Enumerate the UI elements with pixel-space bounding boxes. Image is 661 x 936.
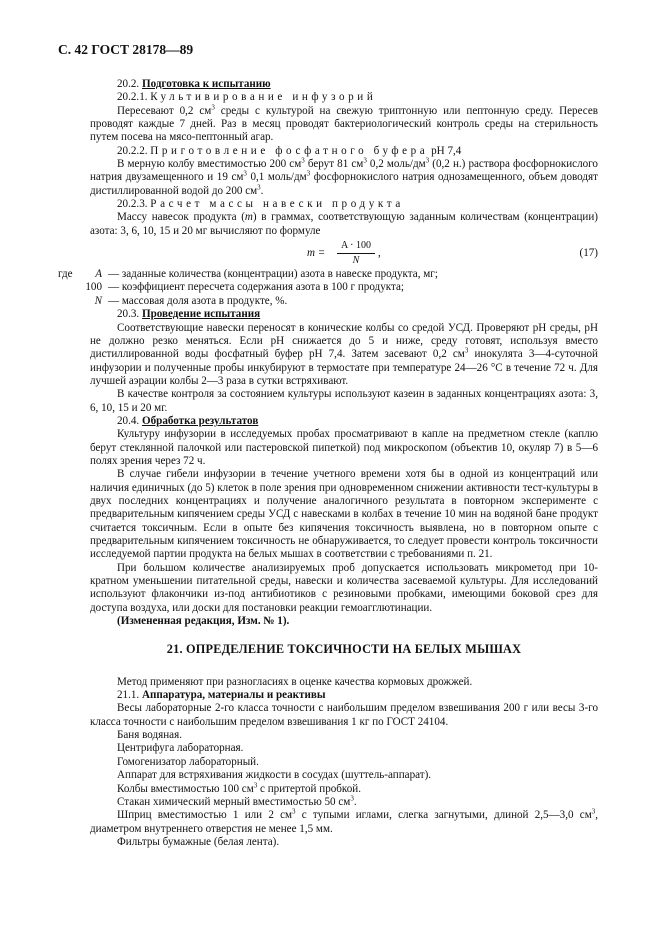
formula-number: (17) (579, 247, 598, 260)
section-20-2-2-text: В мерную колбу вместимостью 200 $см^3$ берут 81 $см^3$ 0,2 моль/$дм^3$ (0,2 н.) раствора фосфорнокислого натрия двузамещенного и 19 $см^3$ 0,1 моль/$дм^3$ фосфорнокислого натрия однозамещенного, объем доводят дистиллированной водой до 200 $см^3$. (90, 156, 598, 197)
section-20-2-1-heading: 20.2.1. Культивирование инфузорий (117, 91, 377, 104)
equipment-item: Стакан химический мерный вместимостью 50 $см^3$. (117, 794, 357, 808)
formula-numerator: A · 100 (337, 239, 375, 254)
formula-denominator: N (352, 255, 360, 267)
formula-17: m = $\frac{A \cdot 100}{N}$ , (17) (307, 240, 598, 267)
section-20-2-heading: 20.2. Подготовка к испытанию (117, 78, 271, 90)
formula-definitions (58, 268, 598, 308)
amendment-note: (Измененная редакция, Изм. № 1). (117, 615, 290, 628)
section-20-2-title: Подготовка к испытанию (141, 78, 271, 90)
formula-lhs: m = (307, 247, 326, 260)
page-header: С. 42 ГОСТ 28178—89 (58, 42, 194, 57)
equipment-item: Аппарат для встряхивания жидкости в сосудах (шуттель-аппарат). (117, 769, 432, 782)
equipment-item: Фильтры бумажные (белая лента). (117, 835, 280, 848)
equipment-item: Колбы вместимостью 100 $см^3$ с притертой пробкой. (117, 780, 362, 795)
section-20-2-2-heading: 20.2.2. Приготовление фосфатного буфера рН 7,4 (117, 144, 462, 157)
formula-fraction (337, 239, 375, 268)
section-20-2-1-text: Пересевают 0,2 $см^3$ среды с культурой на свежую триптонную или пептонную среду. Пересев проводят каждые 7 дней. Раз в месяц проводят бактериологический контроль среды на стерильность путем посева на мясо-пептонный агар. (90, 103, 599, 144)
section-20-2-3-text: Массу навесок продукта (m) в граммах, соответствующую заданным количествам (концентрации) азота: 3, 6, 10, 15 и 20 мг вычисляют по формуле (90, 211, 598, 237)
definition-row: N — массовая доля азота в продукте, %. (94, 294, 288, 307)
section-20-2-3-heading: 20.2.3. Расчет массы навески продукта (117, 198, 404, 211)
section-20-4-text-2: В случае гибели инфузории в течение учетного времени хотя бы в одной из концентраций или наличия единичных (до 5) клеток в поле зрения при одновременном снижении активности тест-культуры в двух последних концентрациях и получение аналогичного результата в повторном эксперименте с предварительным кипячением среды УСД с навесками в колбах в течение 10 мин на водяной бане продукт считается токсичным. Если в опыте без кипячения токсичность выявлена, но в повторном опыте с предварительным кипячением токсичность не обнаруживается, то следует провести контроль токсичности исследуемой партии продукта на белых мышах в соответствии с требованиями п. 21. (90, 468, 598, 561)
section-20-4-text-3: При большом количестве анализируемых проб допускается использовать микрометод при 10-кратном уменьшении питательной среды, навески и количества засеваемой культуры. Для исследований используют флакончики из-под антибиотиков с резиновыми пробками, имеющими боковой срез для доступа воздуха, или доски для постановки реакции гемоагглютинации. (90, 561, 598, 614)
definition-row: 100 — коэффициент пересчета содержания азота в 100 г продукта; (85, 281, 404, 294)
section-20-3-text: Соответствующие навески переносят в конические колбы со средой УСД. Проверяют рН среды, рН не должно резко меняться. Если рН снижается до 5 и ниже, среду готовят, используя вместо дистиллированной воды фосфатный буфер рН 7,4. Затем засевают 0,2 $см^3$ инокулята 3—4-суточной инфузории и полученные пробы инкубируют в термостате при температуре 24—26 °С в течение 72 ч. Для лучшей аэрации колбы 2—3 раза в сутки встряхивают. (90, 321, 598, 387)
definition-row: где A — заданные количества (концентрации) азота в навеске продукта, мг; (58, 268, 438, 281)
section-20-3-heading: 20.3. Проведение испытания (117, 308, 261, 321)
section-20-4-heading: 20.4. Обработка результатов (117, 414, 259, 427)
equipment-item: Баня водяная. (117, 729, 182, 742)
document-body (58, 78, 599, 849)
section-20-3-control: В качестве контроля за состоянием культуры используют казеин в заданных концентрациях азота: 3, 6, 10, 15 и 20 мг. (90, 388, 598, 414)
section-21-title: 21. ОПРЕДЕЛЕНИЕ ТОКСИЧНОСТИ НА БЕЛЫХ МЫШАХ (166, 642, 522, 657)
section-20-4-text-1: Культуру инфузории в исследуемых пробах просматривают в капле на предметном стекле (каплю берут стеклянной палочкой или пастеровской пипеткой) под микроскопом (объектив 10, окуляр 7) в 5—6 полях зрения через 72 ч. (90, 428, 598, 467)
section-21-1-heading: 21.1. Аппаратура, материалы и реактивы (117, 689, 326, 702)
section-21-intro: Метод применяют при разногласиях в оценке качества кормовых дрожжей. (117, 675, 473, 688)
equipment-item: Весы лабораторные 2-го класса точности с наибольшим пределом взвешивания 200 г или весы 3-го класса точности с наибольшим пределом взвешивания 1 кг по ГОСТ 24104. (90, 702, 598, 728)
equipment-item: Гомогенизатор лабораторный. (117, 755, 259, 768)
equipment-item: Центрифуга лабораторная. (117, 742, 244, 755)
equipment-item: Шприц вместимостью 1 или 2 $см^3$ с тупыми иглами, слегка загнутыми, длиной 2,5—3,0 $см^3$, диаметром внутреннего отверстия не менее 1,5 мм. (90, 807, 598, 835)
